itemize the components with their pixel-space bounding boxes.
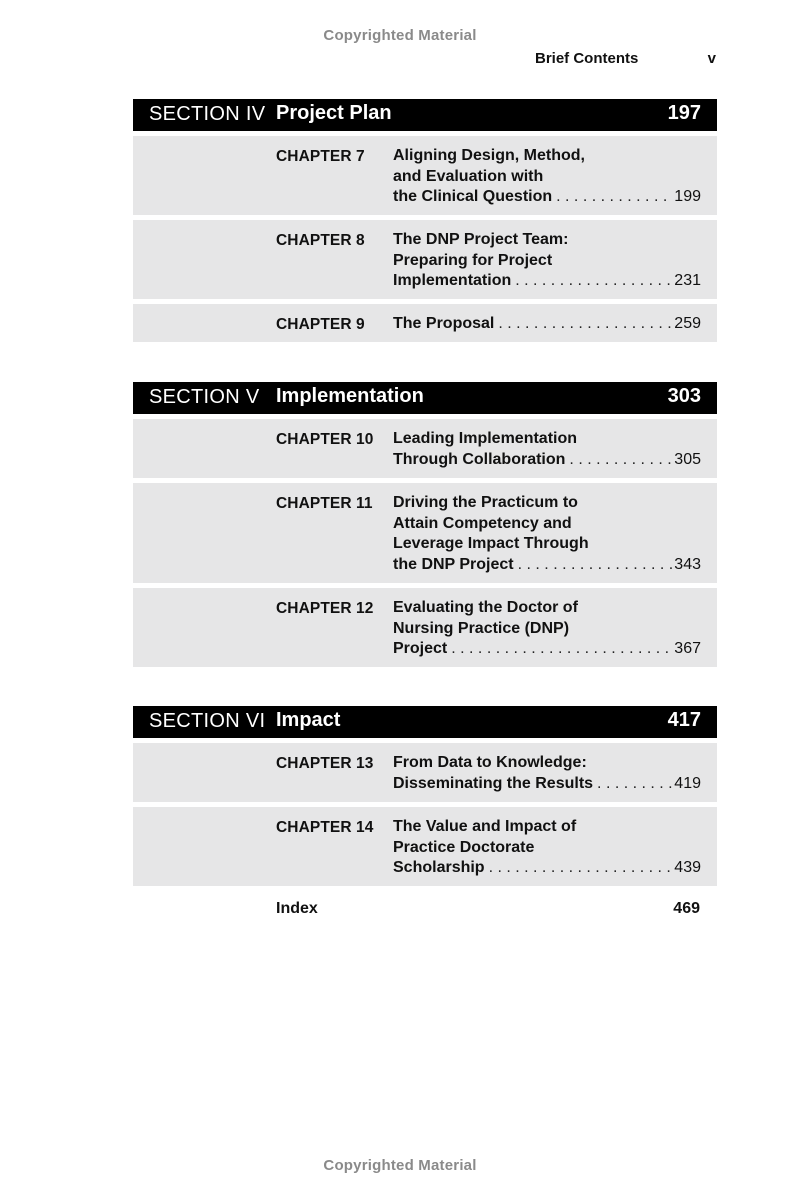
running-head-page-number: v (707, 50, 716, 67)
section-label: SECTION IV (149, 103, 266, 125)
chapter-label: CHAPTER 8 (276, 232, 365, 249)
chapter-title-line: Aligning Design, Method, (393, 147, 585, 164)
chapter-title-line: Leading Implementation (393, 430, 578, 447)
chapter-title (393, 429, 701, 470)
chapter-page: 439 (674, 859, 701, 876)
chapter-title (393, 598, 701, 660)
toc-chapter-13[interactable] (133, 743, 717, 802)
toc-chapter-8[interactable] (133, 220, 717, 299)
leader-dots (556, 187, 672, 208)
chapter-title-line: Project (393, 640, 448, 657)
running-head-title: Brief Contents (535, 50, 639, 67)
chapter-title (393, 146, 701, 208)
chapter-page: 199 (674, 188, 701, 205)
toc-chapter-9[interactable] (133, 304, 717, 342)
chapter-title-line: Implementation (393, 272, 512, 289)
running-head (530, 50, 720, 70)
chapter-title-line: Leverage Impact Through (393, 535, 589, 552)
index-label: Index (276, 900, 318, 917)
chapter-title-last-line (393, 187, 701, 208)
section-header[interactable] (133, 99, 717, 131)
chapter-title-line: Nursing Practice (DNP) (393, 619, 570, 637)
section-label: SECTION V (149, 386, 260, 408)
chapter-title-last-line (393, 271, 701, 292)
chapter-title-line: and Evaluation with (393, 167, 544, 185)
chapter-title (393, 817, 701, 879)
chapter-title-last-line (393, 774, 701, 795)
toc-section-iv (133, 99, 717, 342)
chapter-title (393, 493, 701, 575)
chapter-page: 367 (674, 640, 701, 657)
chapter-title-line: The Proposal (393, 315, 495, 332)
chapter-title (393, 753, 701, 794)
section-header[interactable] (133, 706, 717, 738)
leader-dots (451, 639, 672, 660)
chapter-label: CHAPTER 9 (276, 316, 365, 333)
chapter-page: 305 (674, 450, 701, 468)
chapter-title-last-line (393, 639, 701, 660)
chapter-title-last-line (393, 314, 701, 335)
toc-chapter-14[interactable] (133, 807, 717, 886)
section-title: Implementation (276, 385, 424, 407)
watermark-bottom: Copyrighted Material (323, 1157, 477, 1174)
chapter-title (393, 230, 701, 292)
leader-dots (498, 314, 672, 335)
leader-dots (518, 555, 673, 576)
toc-index[interactable] (133, 900, 717, 922)
toc-section-v (133, 382, 717, 667)
chapter-title-line: The Value and Impact of (393, 818, 577, 835)
leader-dots (597, 774, 672, 795)
section-title: Project Plan (276, 102, 392, 124)
chapter-title-line: Through Collaboration (393, 450, 566, 468)
chapter-label: CHAPTER 11 (276, 495, 373, 512)
chapter-title-line: Practice Doctorate (393, 838, 535, 856)
toc-chapter-12[interactable] (133, 588, 717, 667)
chapter-title-last-line (393, 555, 701, 576)
leader-dots (515, 271, 672, 292)
chapter-title-line: Attain Competency and (393, 514, 572, 532)
toc-chapter-7[interactable] (133, 136, 717, 215)
section-page: 417 (667, 709, 701, 731)
section-page: 303 (667, 385, 701, 407)
chapter-title-line: The DNP Project Team: (393, 231, 569, 248)
section-header[interactable] (133, 382, 717, 414)
toc-chapter-11[interactable] (133, 483, 717, 583)
section-label: SECTION VI (149, 710, 266, 732)
toc-section-vi (133, 706, 717, 886)
chapter-title-last-line (393, 858, 701, 879)
chapter-title (393, 314, 701, 335)
watermark-top: Copyrighted Material (323, 27, 477, 44)
leader-dots (489, 858, 673, 879)
section-page: 197 (667, 102, 701, 124)
chapter-label: CHAPTER 7 (276, 148, 365, 165)
section-title: Impact (276, 709, 341, 731)
chapter-title-line: Scholarship (393, 859, 485, 876)
chapter-label: CHAPTER 10 (276, 431, 374, 448)
chapter-title-line: Disseminating the Results (393, 774, 594, 792)
chapter-page: 343 (674, 555, 701, 573)
chapter-label: CHAPTER 12 (276, 600, 374, 617)
chapter-title-line: Preparing for Project (393, 251, 553, 269)
toc-chapter-10[interactable] (133, 419, 717, 478)
chapter-title-line: From Data to Knowledge: (393, 754, 587, 771)
chapter-title-line: Evaluating the Doctor of (393, 599, 578, 616)
chapter-title-last-line (393, 450, 701, 471)
chapter-page: 419 (674, 774, 701, 792)
chapter-label: CHAPTER 14 (276, 819, 374, 836)
chapter-page: 231 (674, 272, 701, 289)
leader-dots (569, 450, 672, 471)
index-page: 469 (673, 900, 700, 917)
chapter-page: 259 (674, 315, 701, 332)
chapter-title-line: the DNP Project (393, 555, 514, 573)
chapter-title-line: Driving the Practicum to (393, 494, 578, 511)
chapter-label: CHAPTER 13 (276, 755, 374, 772)
chapter-title-line: the Clinical Question (393, 188, 553, 205)
